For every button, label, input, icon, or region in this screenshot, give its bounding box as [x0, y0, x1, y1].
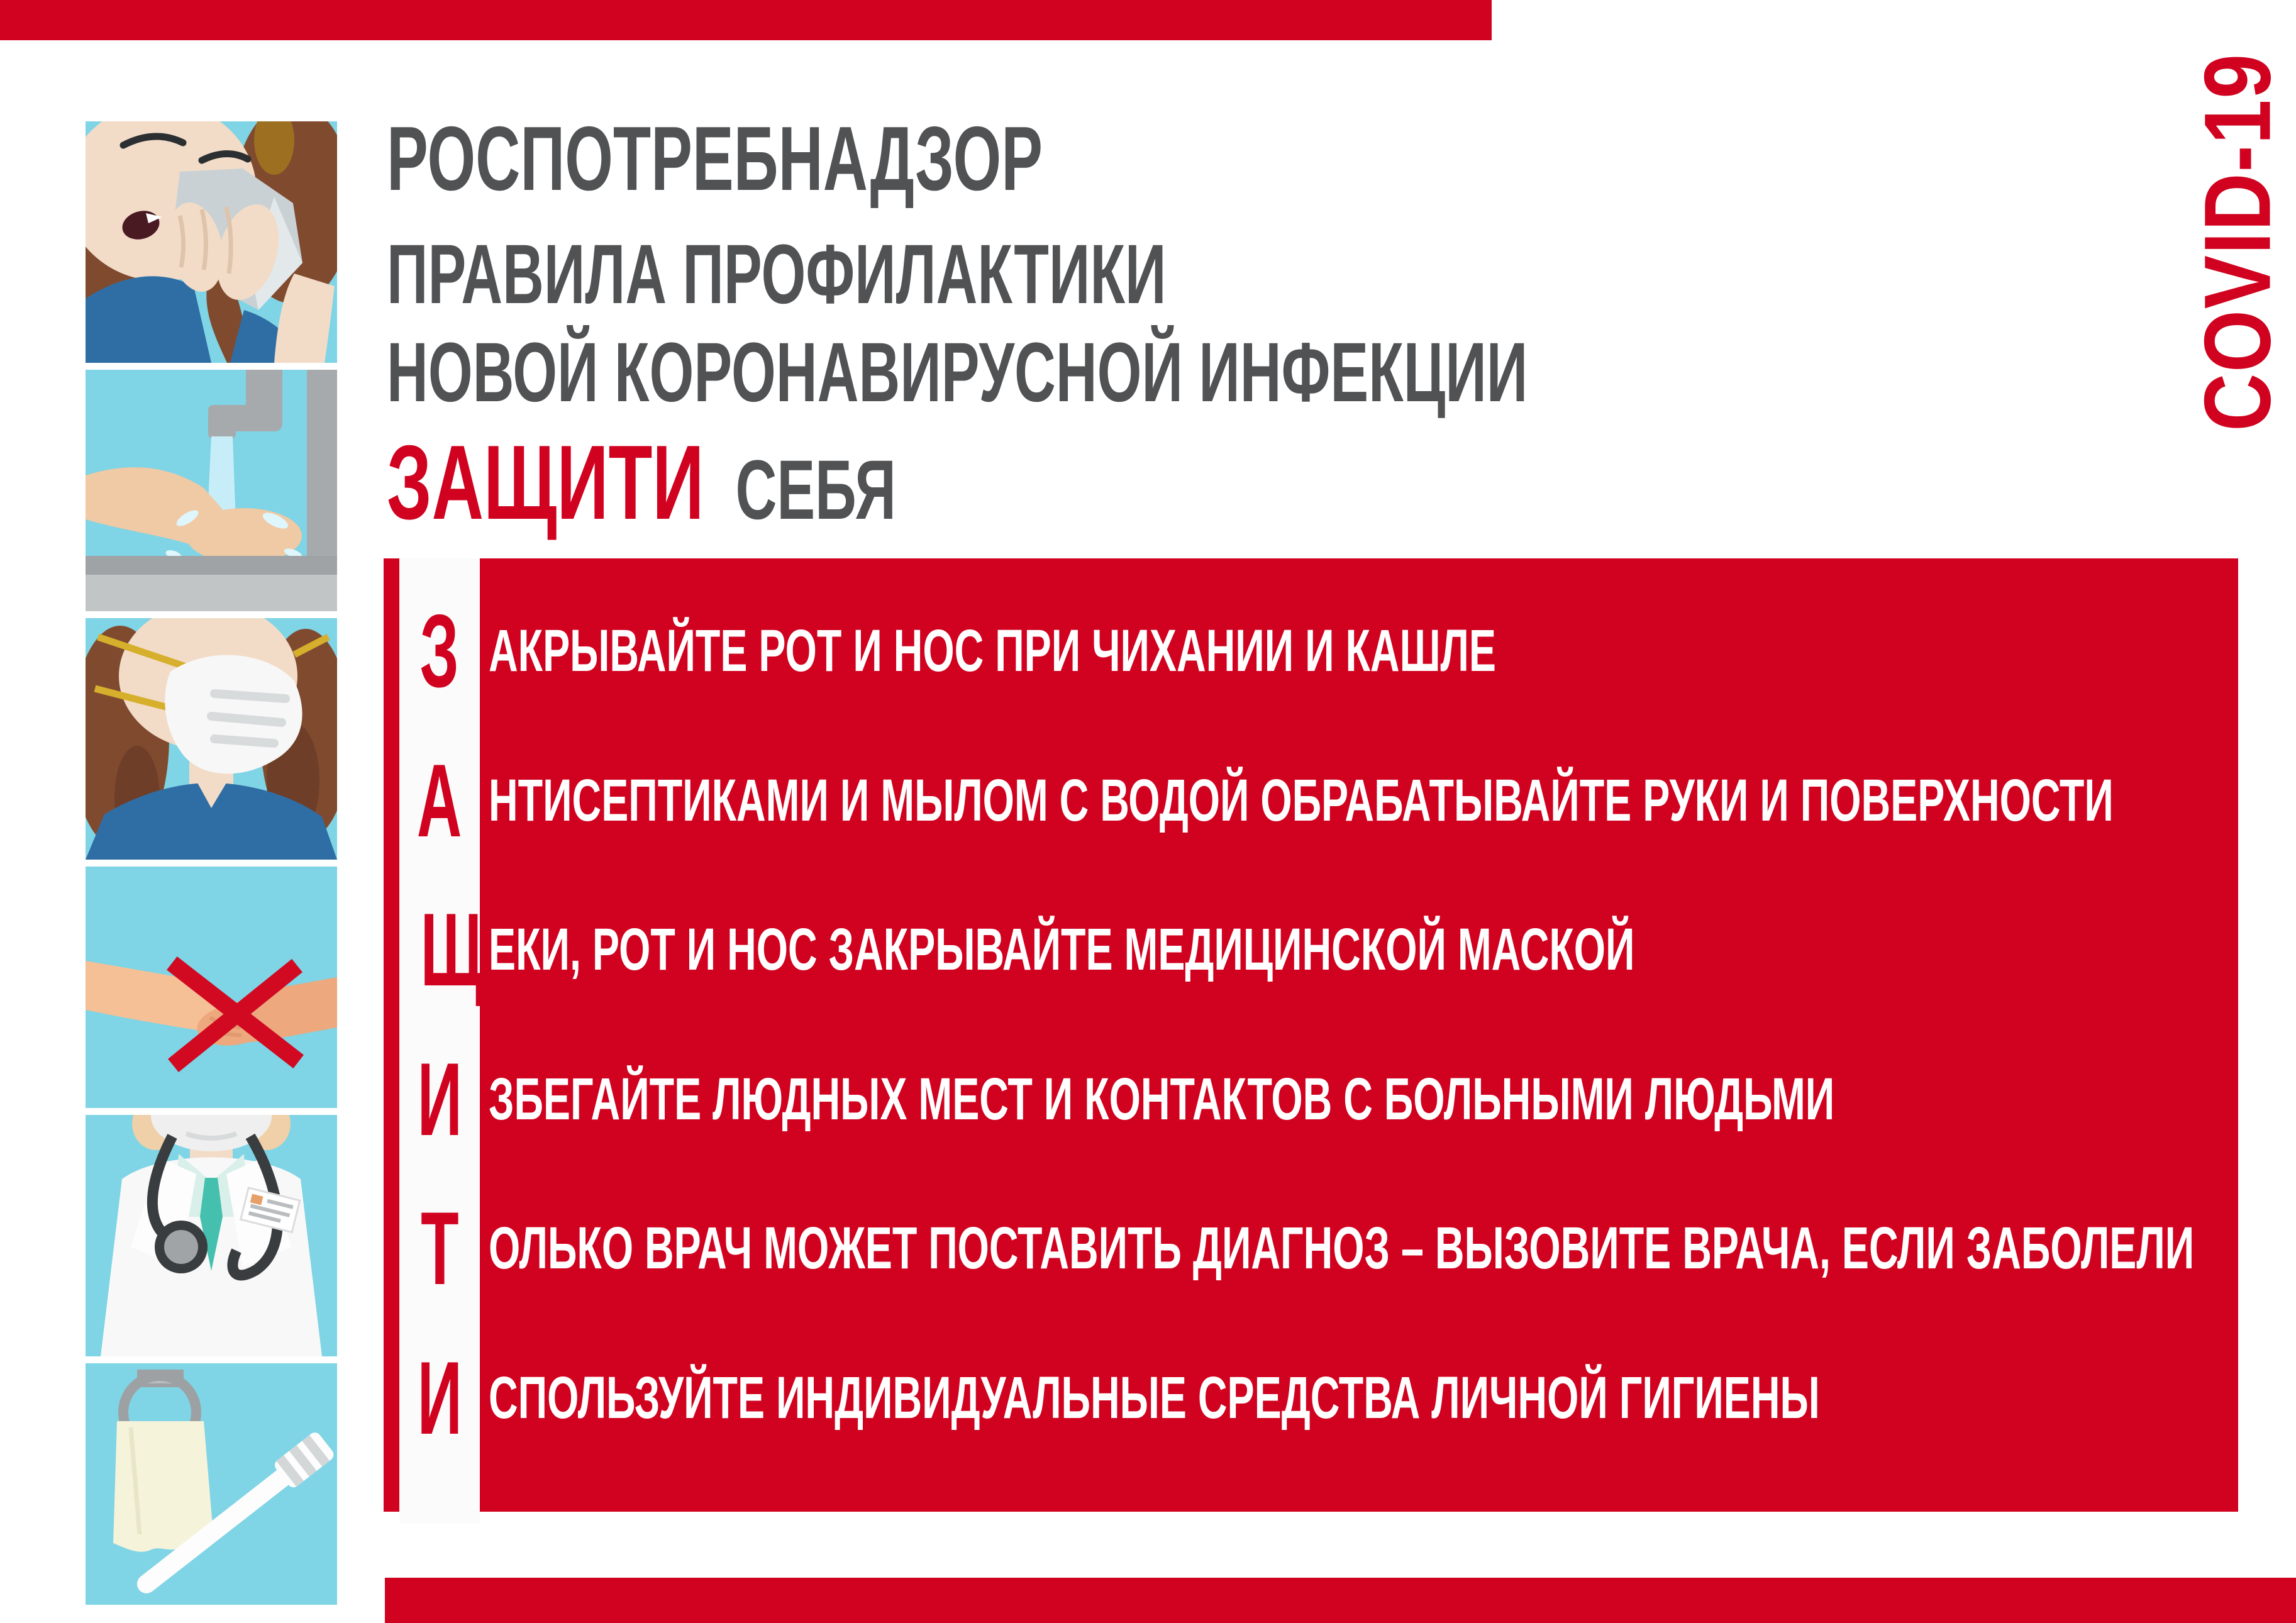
rule-row-5	[399, 1190, 2296, 1306]
rule-3-initial-letter: Щ	[420, 891, 484, 1007]
rule-row-2	[399, 743, 2296, 858]
rule-row-3	[399, 892, 2174, 1007]
subtitle-rest-word: СЕБЯ	[735, 443, 896, 537]
poster-title-line-2	[387, 326, 2065, 419]
rule-2-text: НТИСЕПТИКАМИ И МЫЛОМ С ВОДОЙ ОБРАБАТЫВАЙТЕ РУКИ И ПОВЕРХНОСТИ	[489, 767, 2114, 834]
covid-19-vertical-label: COVID-19	[2184, 53, 2290, 431]
poster-title-line-1	[387, 228, 1533, 321]
tile-doctor	[86, 1115, 337, 1356]
agency-title	[387, 108, 1351, 209]
rule-1-text: АКРЫВАЙТЕ РОТ И НОС ПРИ ЧИХАНИИ И КАШЛЕ	[489, 617, 1496, 684]
sneeze-into-tissue-icon	[86, 121, 337, 363]
hand-washing-icon	[86, 370, 337, 611]
rule-3-text: ЕКИ, РОТ И НОС ЗАКРЫВАЙТЕ МЕДИЦИНСКОЙ МАСКОЙ	[489, 916, 1635, 983]
rule-6-text: СПОЛЬЗУЙТЕ ИНДИВИДУАЛЬНЫЕ СРЕДСТВА ЛИЧНОЙ ГИГИЕНЫ	[489, 1364, 1820, 1431]
rule-4-initial-letter: И	[417, 1041, 462, 1157]
tile-no-handshake	[86, 867, 337, 1108]
rule-row-1	[399, 593, 1970, 709]
doctor-icon	[86, 1115, 337, 1356]
poster-title-line-2-text: НОВОЙ КОРОНАВИРУСНОЙ ИНФЕКЦИИ	[387, 326, 1528, 419]
no-handshake-icon	[86, 867, 337, 1108]
tile-face-mask	[86, 618, 337, 860]
rule-row-4	[399, 1041, 2296, 1157]
rule-4-text: ЗБЕГАЙТЕ ЛЮДНЫХ МЕСТ И КОНТАКТОВ С БОЛЬНЫМИ ЛЮДЬМИ	[489, 1065, 1835, 1133]
rule-6-initial-letter: И	[417, 1339, 462, 1456]
tile-personal-hygiene-items	[86, 1363, 337, 1605]
face-mask-icon	[86, 618, 337, 860]
tile-hand-washing	[86, 370, 337, 611]
tile-sneeze-into-tissue	[86, 121, 337, 363]
poster-subtitle	[387, 423, 1136, 541]
personal-hygiene-items-icon	[86, 1363, 337, 1605]
rule-1-initial-letter: З	[419, 592, 460, 709]
subtitle-accent-word: ЗАЩИТИ	[387, 423, 704, 541]
rule-5-initial-letter: Т	[420, 1190, 459, 1306]
agency-title-text: РОСПОТРЕБНАДЗОР	[387, 108, 1043, 209]
rule-5-text: ОЛЬКО ВРАЧ МОЖЕТ ПОСТАВИТЬ ДИАГНОЗ – ВЫЗОВИТЕ ВРАЧА, ЕСЛИ ЗАБОЛЕЛИ	[489, 1214, 2195, 1282]
rule-2-initial-letter: А	[417, 742, 462, 858]
rules-accent-bar	[384, 558, 399, 1512]
bottom-red-bar	[385, 1578, 2296, 1623]
top-red-bar	[0, 0, 1492, 40]
rule-row-6	[399, 1340, 2296, 1456]
poster-title-line-1-text: ПРАВИЛА ПРОФИЛАКТИКИ	[387, 228, 1167, 321]
